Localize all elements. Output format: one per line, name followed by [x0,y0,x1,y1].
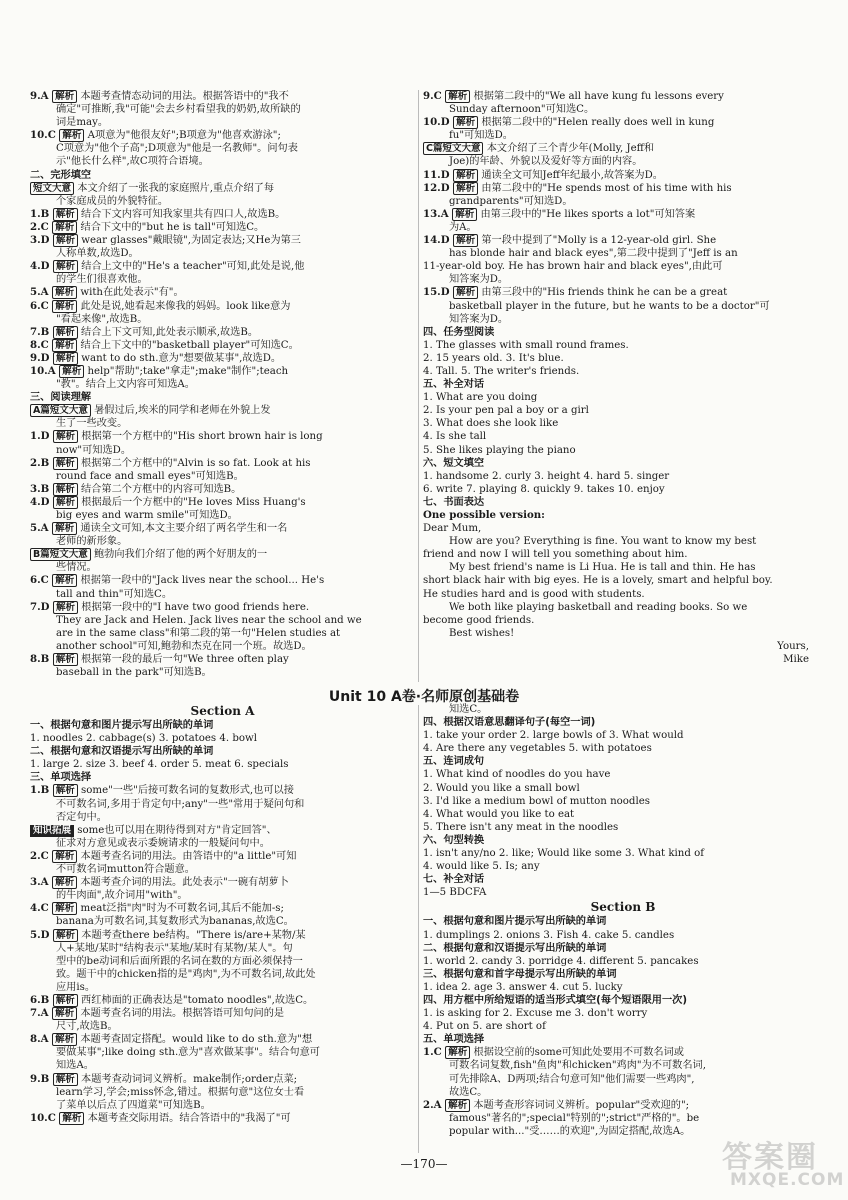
watermark-logo: 答案圈 MXQE.COM [722,1140,845,1190]
text-line: 4.D 解析 结合上文中的"He's a teacher"可知,此处是说,他 [30,260,305,273]
text-line: 4. Are there any vegetables 5. with potatoes [423,743,652,755]
top-left-column [30,90,415,690]
analysis-tag: 解析 [53,208,78,221]
text-line: 了菜单以后点了四道菜"可知选B。 [56,1099,211,1111]
text-line: 1. world 2. candy 3. porridge 4. different 5. pancakes [423,955,699,967]
top-right-column [423,90,823,690]
analysis-tag: 解析 [52,522,77,535]
section-heading: 三、单项选择 [30,772,92,784]
text-line: fu"可知选D。 [449,130,513,142]
text-line: 4.C 解析 meat泛指"肉"时为不可数名词,其后不能加-s; [30,902,284,915]
text-line: 的学生们很喜欢他。 [56,274,148,286]
text-line: 1. take your order 2. large bowls of 3. What would [423,730,684,742]
text-line: has blonde hair and black eyes",第二段中提到了"Jeff is an [449,248,738,260]
section-heading: 五、单项选择 [423,1034,485,1046]
text-line: 的牛肉面",故介词用"with"。 [56,890,188,902]
text-line: 5. There isn't any meat in the noodles [423,821,619,833]
text-line: He studies hard and is good with students. [423,588,645,600]
analysis-tag: 解析 [453,182,478,195]
summary-tag: C篇短文大意 [423,142,483,155]
section-heading: 一、根据句意和图片提示写出所缺的单词 [30,720,214,731]
text-line: 为A。 [449,221,477,233]
text-line: 12.D 解析 由第二段中的"He spends most of his time with his [423,181,732,194]
text-line: 人称单数,故选D。 [56,248,139,260]
analysis-tag: 解析 [453,234,478,247]
text-line: 老师的新形象。 [56,536,128,548]
text-line: are in the same class"和第二段的第一句"Helen studies at [56,627,341,639]
text-line: 1.B 解析 some"一些"后接可数名词的复数形式,也可以接 [30,784,294,797]
text-line: round face and small eyes"可知选B。 [56,470,244,482]
analysis-tag: 解析 [53,994,78,1007]
text-line: friend and now I will tell you something about him. [423,549,688,561]
text-line: Best wishes! [449,627,515,639]
text-line: basketball player in the future, but he wants to be a doctor"可 [449,300,770,312]
text-line: 知选A。 [56,1060,94,1072]
text-line: 词是may。 [56,117,109,129]
text-line: 应用is。 [56,981,96,993]
text-line: 确定"可推断,我"可能"会去乡村看望我的奶奶,故所缺的 [56,104,301,116]
text-line: popular with..."受……的欢迎",为固定搭配,故选A。 [449,1125,691,1137]
text-line: 1. noodles 2. cabbage(s) 3. potatoes 4. bowl [30,733,257,745]
text-line: banana为可数名词,其复数形式为bananas,故选C。 [56,916,294,928]
text-line: now"可知选D。 [56,444,132,456]
text-line: 个家庭成员的外貌特征。 [56,195,169,207]
text-line: 些情况。 [56,562,97,574]
text-line: 5.A 解析 with在此处表示"有"。 [30,286,184,299]
text-line: another school"可知,鲍勃和杰克在同一个班。故选D。 [56,640,312,652]
text-line: 10.D 解析 根据第二段中的"Helen really does well in kung [423,116,715,129]
text-line: short black hair with big eyes. He is a lovely, smart and helpful boy. [423,575,773,587]
text-line: 14.D 解析 第一段中提到了"Molly is a 12-year-old girl. She [423,234,717,247]
text-line: 4. Is she tall [423,431,487,443]
text-line: 9.A 解析 本题考查情态动词的用法。根据答语中的"我不 [30,90,289,102]
text-line: 1.D 解析 根据第一个方框中的"His short brown hair is long [30,430,323,443]
section-heading: 二、根据句意和汉语提示写出所缺的单词 [423,942,607,954]
text-line: B篇短文大意 鲍勃向我们介绍了他的两个好朋友的一 [30,548,415,561]
section-heading: 二、完形填空 [30,169,92,181]
text-line: learn学习,学会;miss怀念,错过。根据句意"这位女士看 [56,1086,305,1098]
section-heading: 五、补全对话 [423,379,485,391]
text-line: 征求对方意见或表示委婉请求的一般疑问句中。 [56,837,270,849]
bottom-right-column [423,703,823,1158]
text-line: Joe)的年龄、外貌以及爱好等方面的内容。 [449,156,643,168]
analysis-tag: 解析 [59,365,84,378]
text-line: Yours, [777,640,809,652]
text-line: 可先排除A、D两项;结合句意可知"他们需要一些鸡肉", [449,1073,695,1085]
text-line: 1. idea 2. age 3. answer 4. cut 5. lucky [423,981,623,993]
text-line: tall and thin"可知选C。 [56,588,173,600]
text-line: 7.A 解析 本题考查名词的用法。根据答语可知句问的是 [30,1007,285,1020]
analysis-tag: 解析 [53,483,78,496]
section-heading: 五、连词成句 [423,756,485,768]
text-line: 生了一些改变。 [56,418,128,430]
text-line: 9.B 解析 本题考查动词词义辨析。make制作;order点菜; [30,1072,298,1085]
text-line: How are you? Everything is fine. You want to know my best [449,536,757,548]
text-line: 不可数名词mutton符合题意。 [56,864,195,876]
text-line: 3.A 解析 本题考查介词的用法。此处表示"一碗有胡萝卜 [30,876,289,889]
section-heading: 六、短文填空 [423,457,485,469]
section-title: Section B [590,900,656,915]
text-line: 1. dumplings 2. onions 3. Fish 4. cake 5. candles [423,929,675,941]
text-line: 10.C 解析 A项意为"他很友好";B项意为"他喜欢游泳"; [30,129,281,142]
text-line: 6.C 解析 此处是说,她看起来像我的妈妈。look like意为 [30,299,291,312]
text-line: 4. Tall. 5. The writer's friends. [423,365,580,377]
text-line: They are Jack and Helen. Jack lives near the school and we [56,614,362,626]
analysis-tag: 解析 [52,876,77,889]
text-line: 1—5 BDCFA [423,887,487,899]
text-line: 11-year-old boy. He has brown hair and black eyes",由此可 [423,261,723,273]
text-line: 3. What does she look like [423,418,559,430]
text-line: 3.D 解析 wear glasses"戴眼镜",为固定表达;又He为第三 [30,234,301,247]
text-line: 2.C 解析 结合下文中的"but he is tall"可知选C。 [30,220,265,233]
text-line: 型中的be动词和后面所跟的名词在数的方面必须保持一 [56,955,303,967]
text-line: C项意为"他个子高";D项意为"他是一名教师"。问句表 [56,143,298,155]
section-heading: 四、任务型阅读 [423,326,495,338]
text-line: 5. She likes playing the piano [423,444,576,456]
column-divider [418,90,419,682]
analysis-tag: 解析 [53,260,78,273]
text-line: famous"著名的";special"特别的";strict"严格的"。be [449,1112,700,1124]
text-line: 知答案为D。 [449,313,509,325]
analysis-tag: 解析 [53,352,78,365]
analysis-tag: 解析 [445,1099,470,1112]
analysis-tag: 解析 [52,90,77,103]
analysis-tag: 解析 [53,496,78,509]
analysis-tag: 解析 [53,457,78,470]
section-heading: 六、句型转换 [423,834,485,846]
text-line: 短文大意 本文介绍了一张我的家庭照片,重点介绍了每 [30,182,415,195]
section-heading: 四、根据汉语意思翻译句子(每空一词) [423,717,596,729]
text-line: 尺寸,故选B。 [56,1021,118,1033]
text-line: 致。题干中的chicken指的是"鸡肉",为不可数名词,故此处 [56,968,316,980]
text-line: 8.B 解析 根据第一段的最后一句"We three often play [30,653,289,666]
text-line: 9.D 解析 want to do sth.意为"想要做某事",故选D。 [30,351,282,364]
analysis-tag: 解析 [53,653,78,666]
text-line: 2.C 解析 本题考查名词的用法。由答语中的"a little"可知 [30,849,297,862]
text-line: Sunday afternoon"可知选C。 [449,104,595,116]
text-line: Mike [783,654,809,666]
analysis-tag: 解析 [52,1007,77,1020]
analysis-tag: 解析 [59,129,84,142]
analysis-tag: 解析 [453,286,478,299]
text-line: 故选C。 [449,1086,488,1098]
text-line: 人+某地/某时"结构表示"某地/某时有某物/某人"。句 [56,942,293,954]
text-line: 知识拓展 some也可以用在期待得到对方"肯定回答"、 [30,824,415,837]
text-line: 否定句中。 [56,811,107,823]
text-line: 6.C 解析 根据第一段中的"Jack lives near the school... He's [30,574,325,587]
analysis-tag: 解析 [52,850,77,863]
bottom-left-column [30,703,415,1158]
text-line: 示"他长什么样",故C项符合语境。 [56,156,209,168]
analysis-tag: 解析 [453,116,478,129]
text-line: become good friends. [423,614,535,626]
text-line: 1. large 2. size 3. beef 4. order 5. meat 6. specials [30,759,289,771]
analysis-tag: 解析 [53,430,78,443]
section-heading: 一、根据句意和图片提示写出所缺的单词 [423,916,607,928]
text-line: 4. Put on 5. are short of [423,1021,546,1033]
section-heading: 七、补全对话 [423,874,485,886]
text-line: 2.B 解析 根据第二个方框中的"Alvin is so fat. Look at his [30,456,311,469]
text-line: A篇短文大意 暑假过后,埃米的同学和老师在外貌上发 [30,404,415,417]
text-line: We both like playing basketball and reading books. So we [449,601,748,613]
text-line: 6. write 7. playing 8. quickly 9. takes 10. enjoy [423,483,665,495]
text-line: 1.C 解析 根据设空前的some可知此处要用不可数名词或 [423,1046,684,1059]
section-title: Section A [190,704,255,718]
page-number: —170— [400,1157,448,1171]
text-line: My best friend's name is Li Hua. He is tall and thin. He has [449,562,756,574]
text-line: 5.D 解析 本题考查there be结构。"There is/are+某物/某 [30,928,306,941]
text-line: 3. I'd like a medium bowl of mutton noodles [423,795,650,807]
summary-tag: B篇短文大意 [30,548,91,561]
text-line: 要做某事";like doing sth.意为"喜欢做某事"。结合句意可 [56,1047,320,1059]
analysis-tag: 解析 [52,339,77,352]
section-heading: 七、书面表达 [423,496,485,508]
text-line: 知答案为D。 [449,274,509,286]
section-heading: 四、用方框中所给短语的适当形式填空(每个短语限用一次) [423,994,687,1006]
analysis-tag: 解析 [53,784,78,797]
text-line: 2. 15 years old. 3. It's blue. [423,352,564,364]
text-line: grandparents"可知选D。 [449,195,573,207]
analysis-tag: 解析 [52,902,77,915]
text-line: 可数名词复数,fish"鱼肉"和chicken"鸡肉"为不可数名词, [449,1060,706,1072]
text-line: C篇短文大意 本文介绍了三个青少年(Molly, Jeff和 [423,142,823,155]
analysis-tag: 解析 [59,1112,84,1125]
text-line: 7.B 解析 结合上下文可知,此处表示顺承,故选B。 [30,325,259,338]
analysis-tag: 解析 [53,601,78,614]
text-line: 1. The glasses with small round frames. [423,339,629,351]
text-line: 1. What are you doing [423,392,538,404]
text-line: 4. would like 5. Is; any [423,861,540,873]
text-line: 1. isn't any/no 2. like; Would like some 3. What kind of [423,848,705,860]
text-line: 8.C 解析 结合上下文中的"basketball player"可知选C。 [30,338,299,351]
text-line: 5.A 解析 通读全文可知,本文主要介绍了两名学生和一名 [30,522,288,535]
text-line: 2. Would you like a small bowl [423,782,580,794]
text-line: 1. handsome 2. curly 3. height 4. hard 5. singer [423,470,670,482]
text-line: big eyes and warm smile"可知选D。 [56,510,238,521]
unit-title: Unit 10 A卷·名师原创基础卷 [328,689,520,705]
text-line: "教"。结合上文内容可知选A。 [56,379,195,391]
text-line: 知选C。 [449,704,488,715]
text-line: 8.A 解析 本题考查固定搭配。would like to do sth.意为"想 [30,1033,313,1046]
text-line: 11.D 解析 通读全文可知Jeff年纪最小,故答案为D。 [423,168,663,181]
analysis-tag: 解析 [53,234,78,247]
text-line: "看起来像",故选B。 [56,313,148,325]
text-line: 3.B 解析 结合第二个方框中的内容可知选B。 [30,482,242,495]
analysis-tag: 解析 [452,208,477,221]
analysis-tag: 解析 [53,1073,78,1086]
text-line: 1. is asking for 2. Excuse me 3. don't worry [423,1008,648,1020]
text-line: baseball in the park"可知选B。 [56,667,212,679]
text-line: 4.D 解析 根据最后一个方框中的"He loves Miss Huang's [30,495,306,508]
text-line: 6.B 解析 西红柿面的正确表达是"tomato noodles",故选C。 [30,993,314,1006]
analysis-tag: 解析 [52,300,77,313]
analysis-tag: 解析 [453,169,478,182]
text-line: 1. What kind of noodles do you have [423,769,611,781]
text-line: 不可数名词,多用于肯定句中;any"一些"常用于疑问句和 [56,798,305,810]
section-heading: 三、根据句意和首字母提示写出所缺的单词 [423,968,617,980]
text-line: 10.C 解析 本题考查交际用语。结合答语中的"我渴了"可 [30,1111,291,1124]
section-heading: 三、阅读理解 [30,392,92,404]
analysis-tag: 解析 [52,574,77,587]
text-line: 2. Is your pen pal a boy or a girl [423,405,589,417]
analysis-tag: 解析 [445,1046,470,1059]
analysis-tag: 解析 [52,286,77,299]
summary-tag: 短文大意 [30,182,74,195]
analysis-tag: 解析 [53,326,78,339]
summary-tag: A篇短文大意 [30,404,91,417]
section-heading: 二、根据句意和汉语提示写出所缺的单词 [30,746,214,758]
analysis-tag: 解析 [53,929,78,942]
text-line: Dear Mum, [423,523,482,535]
text-line: 9.C 解析 根据第二段中的"We all have kung fu lessons every [423,90,724,102]
analysis-tag: 解析 [52,221,77,234]
text-line: 13.A 解析 由第三段中的"He likes sports a lot"可知答案 [423,207,696,220]
text-line: 4. What would you like to eat [423,808,575,820]
analysis-tag: 解析 [445,90,470,103]
text-line: 15.D 解析 由第三段中的"His friends think he can be a great [423,286,728,299]
text-line: 2.A 解析 本题考查形容词词义辨析。popular"受欢迎的"; [423,1098,690,1111]
text-line: One possible version: [423,509,545,521]
knowledge-tag: 知识拓展 [30,825,74,837]
column-divider-bottom [418,705,419,1153]
analysis-tag: 解析 [52,1033,77,1046]
text-line: 1.B 解析 结合下文内容可知我家里共有四口人,故选B。 [30,207,286,220]
text-line: 10.A 解析 help"帮助";take"拿走";make"制作";teach [30,364,289,377]
text-line: 7.D 解析 根据第一段中的"I have two good friends here. [30,600,310,613]
